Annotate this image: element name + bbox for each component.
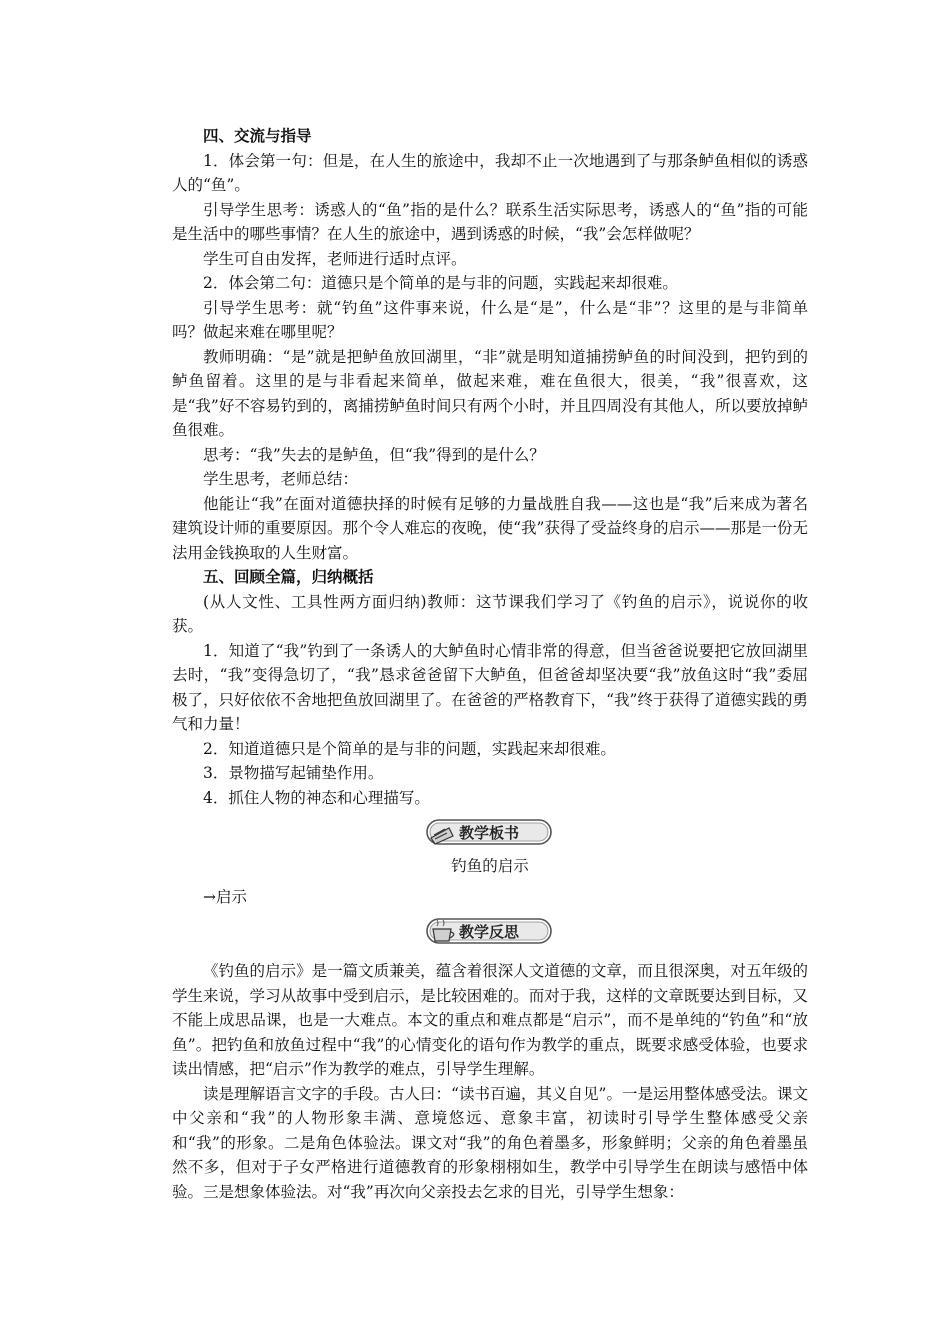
board-banner-graphic: [425, 814, 555, 848]
reflection-paragraph: 读是理解语言文字的手段。古人曰：“读书百遍，其义自见”。一是运用整体感受法。课文中父亲和“我”的人物形象丰满、意境悠远、意象丰富，初读时引导学生整体感受父亲和“我”的形象。二是角色体验法。课文对“我”的角色着墨多，形象鲜明；父亲的角色着墨虽然不多，但对于子女严格进行道德教育的形象栩栩如生，教学中引导学生在朗读与感悟中体验。三是想象体验法。对“我”再次向父亲投去乞求的目光，引导学生想象：: [172, 1084, 808, 1201]
reflection-banner: [172, 913, 808, 947]
section4-paragraph: 学生思考，老师总结：: [203, 470, 359, 488]
board-arrow-line: →启示: [203, 887, 247, 906]
reflection-banner-graphic: [425, 913, 555, 947]
section4-paragraph: 教师明确：“是”就是把鲈鱼放回湖里，“非”就是明知道捕捞鲈鱼的时间没到，把钓到的鲈鱼留着。这里的是与非看起来简单，做起来难，难在鱼很大，很美，“我”很喜欢，这是“我”好不容易钓到的，离捕捞鲈鱼时间只有两个小时，并且四周没有其他人，所以要放掉鲈鱼很难。: [172, 347, 808, 439]
document-page: [172, 124, 808, 1204]
board-banner-text: 教学板书: [459, 824, 520, 842]
section5-paragraph: 2．知道道德只是个简单的是与非的问题，实践起来却很难。: [203, 739, 616, 758]
reflection-paragraph: 《钓鱼的启示》是一篇文质兼美，蕴含着很深人文道德的文章，而且很深奥，对五年级的学生来说，学习从故事中受到启示，是比较困难的。而对于我，这样的文章既要达到目标，又不能上成思品课，也是一大难点。本文的重点和难点都是“启示”，而不是单纯的“钓鱼”和“放鱼”。把钓鱼和放鱼过程中“我”的心情变化的语句作为教学的重点，既要求感受体验，也要求读出情感，把“启示”作为教学的难点，引导学生理解。: [172, 962, 808, 1078]
section5-heading: 五、回顾全篇，归纳概括: [203, 567, 374, 586]
reflection-banner-text: 教学反思: [459, 923, 520, 941]
section5-paragraph: 3．景物描写起铺垫作用。: [203, 764, 384, 782]
section4-paragraph: 引导学生思考：诱惑人的“鱼”指的是什么？联系生活实际思考，诱惑人的“鱼”指的可能是生活中的哪些事情？在人生的旅途中，遇到诱惑的时候，“我”会怎样做呢？: [172, 200, 808, 243]
section4-paragraph: 思考：“我”失去的是鲈鱼，但“我”得到的是什么？: [203, 445, 545, 464]
section4-paragraph: 1．体会第一句：但是，在人生的旅途中，我却不止一次地遇到了与那条鲈鱼相似的诱惑人的“鱼”。: [172, 151, 808, 194]
section5-paragraph: 1．知道了“我”钓到了一条诱人的大鲈鱼时心情非常的得意，但当爸爸说要把它放回湖里去时，“我”变得急切了，“我”恳求爸爸留下大鲈鱼，但爸爸却坚决要“我”放鱼这时“我”委屈极了，只好依依不舍地把鱼放回湖里了。在爸爸的严格教育下，“我”终于获得了道德实践的勇气和力量！: [172, 641, 808, 733]
section4-paragraph: 引导学生思考：就“钓鱼”这件事来说，什么是“是”，什么是“非”？这里的是与非简单吗？做起来难在哪里呢？: [172, 298, 808, 341]
section4-paragraph: 2．体会第二句：道德只是个简单的是与非的问题，实践起来却很难。: [203, 274, 678, 292]
section4-heading: 四、交流与指导: [203, 126, 312, 145]
section4-paragraph: 他能让“我”在面对道德抉择的时候有足够的力量战胜自我——这也是“我”后来成为著名建筑设计师的重要原因。那个令人难忘的夜晚，使“我”获得了受益终身的启示——那是一份无法用金钱换取的人生财富。: [172, 494, 808, 562]
board-title: 钓鱼的启示: [451, 857, 529, 875]
section5-paragraph: (从人文性、工具性两方面归纳)教师：这节课我们学习了《钓鱼的启示》，说说你的收获。: [172, 592, 808, 635]
section4-paragraph: 学生可自由发挥，老师进行适时点评。: [203, 249, 467, 268]
board-banner: [172, 814, 808, 848]
section5-paragraph: 4．抓住人物的神态和心理描写。: [203, 788, 430, 807]
